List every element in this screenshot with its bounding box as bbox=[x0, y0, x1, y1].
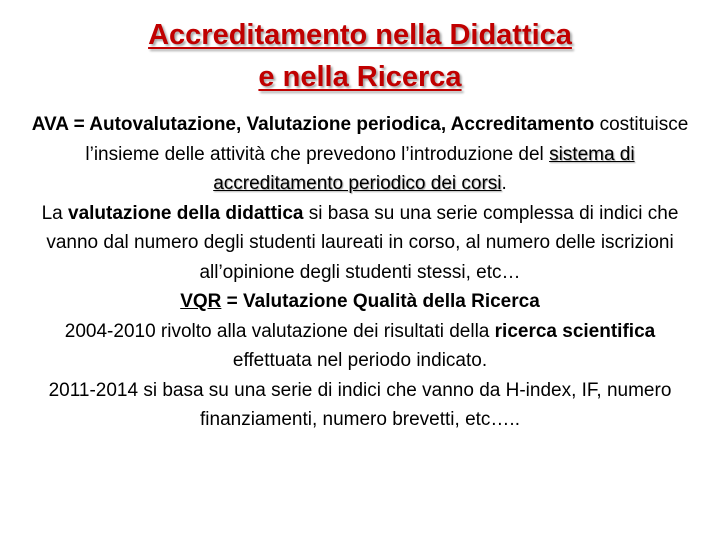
vqr-acronym: VQR bbox=[180, 291, 222, 312]
slide-title bbox=[0, 14, 720, 98]
paragraph-didattica bbox=[30, 199, 690, 288]
period1-pre: 2004-2010 rivolto alla valutazione dei risultati della bbox=[64, 320, 495, 342]
didattica-pre: La bbox=[41, 202, 69, 224]
paragraph-ava bbox=[30, 110, 690, 199]
title-line-1: Accreditamento nella Didattica bbox=[148, 19, 572, 51]
vqr-definition: = Valutazione Qualità della Ricerca bbox=[221, 291, 540, 312]
slide-body bbox=[30, 110, 690, 435]
period2-text: 2011-2014 si basa su una serie di indici che vanno da H-index, IF, numero finanziamenti, numero brevetti, etc….. bbox=[48, 379, 672, 430]
title-line-2: e nella Ricerca bbox=[258, 61, 462, 93]
ava-end: . bbox=[501, 173, 507, 194]
ava-underlined-text: sistema di accreditamento periodico dei corsi bbox=[213, 143, 635, 194]
period1-bold: ricerca scientifica bbox=[494, 320, 656, 342]
period1-post: effettuata nel periodo indicato. bbox=[232, 350, 488, 371]
ava-text: costituisce l’insieme delle attività che prevedono l’introduzione del bbox=[85, 114, 689, 165]
paragraph-period-2011-2014 bbox=[30, 376, 690, 435]
didattica-post: si basa su una serie complessa di indici che vanno dal numero degli studenti laureati in corso, al numero delle iscrizioni all’opinione degli studenti stessi, etc… bbox=[46, 202, 679, 283]
didattica-bold: valutazione della didattica bbox=[68, 202, 304, 224]
paragraph-vqr bbox=[30, 287, 690, 317]
paragraph-period-2004-2010 bbox=[30, 317, 690, 376]
ava-definition: AVA = Autovalutazione, Valutazione periodica, Accreditamento bbox=[31, 114, 595, 135]
